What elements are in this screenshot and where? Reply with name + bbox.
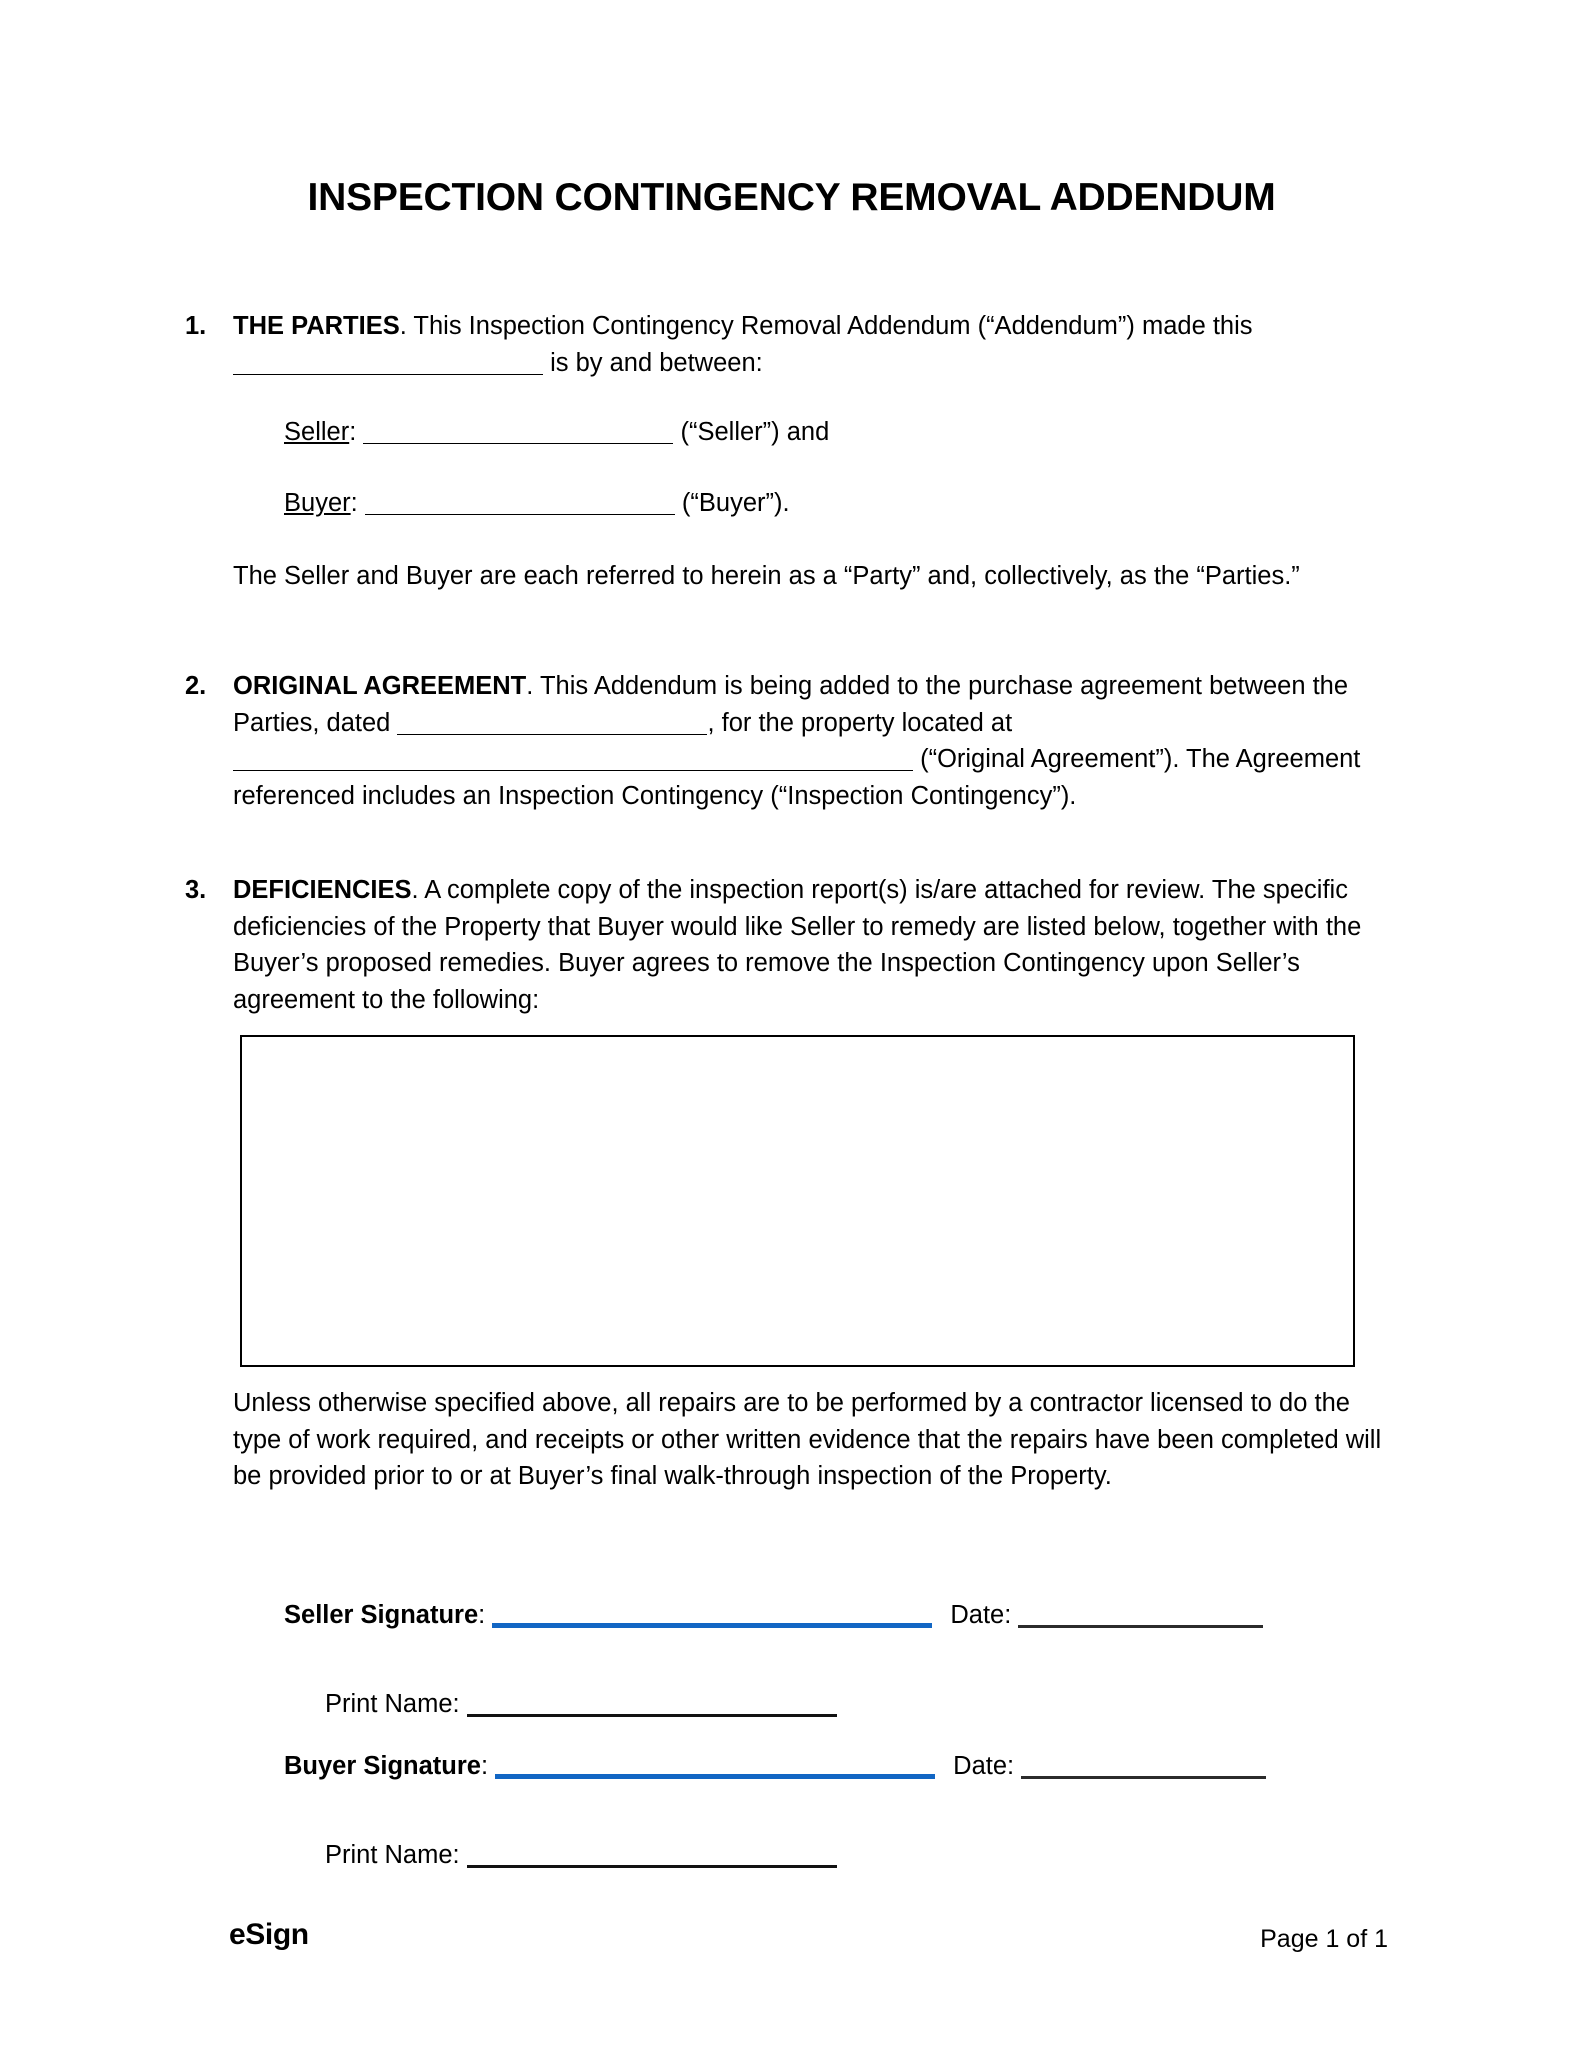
seller-label: Seller: [284, 418, 350, 446]
buyer-signature-label: Buyer Signature: [284, 1752, 481, 1780]
clause-deficiencies: [185, 872, 1370, 1018]
footer-brand-logo: eSign: [229, 1918, 309, 1951]
buyer-print-name-row: [325, 1838, 837, 1872]
seller-signature-field[interactable]: [492, 1623, 932, 1628]
clause-2-text-part2: , for the property located at: [707, 708, 1013, 737]
clause-2-number: 2.: [185, 672, 207, 700]
buyer-name-field[interactable]: [365, 514, 675, 515]
clause-1-number: 1.: [185, 312, 207, 340]
property-address-field[interactable]: [233, 770, 913, 771]
footer-page-indicator: Page 1 of 1: [1260, 1925, 1388, 1953]
clause-original-agreement: [185, 668, 1365, 814]
seller-print-name-label: Print Name:: [325, 1690, 460, 1718]
agreement-date-field[interactable]: [397, 734, 707, 735]
clause-3-body: [233, 872, 1370, 1018]
seller-print-name-field[interactable]: [467, 1714, 837, 1717]
buyer-date-field[interactable]: [1021, 1776, 1266, 1779]
clause-the-parties: [185, 308, 1350, 381]
clause-1-heading: THE PARTIES: [233, 312, 400, 340]
parties-recital-paragraph: The Seller and Buyer are each referred to herein as a “Party” and, collectively, as the “Parties.”: [233, 562, 1300, 590]
seller-signature-label: Seller Signature: [284, 1601, 479, 1629]
buyer-print-name-label: Print Name:: [325, 1841, 460, 1869]
clause-2-text-part3: (“Original Agreement”). The Agreement referenced includes an Inspection Contingency (“Inspection Contingency”).: [233, 745, 1361, 810]
deficiencies-textbox[interactable]: [240, 1035, 1355, 1367]
buyer-signature-row: [284, 1749, 1266, 1783]
buyer-label: Buyer: [284, 489, 351, 517]
addendum-date-field[interactable]: [233, 374, 543, 375]
clause-3-text: . A complete copy of the inspection report(s) is/are attached for review. The specific deficiencies of the Property that Buyer would like Seller to remedy are listed below, together with the Buyer’s proposed remedies. Buyer agrees to remove the Inspection Contingency upon Seller’s agreement to the following:: [233, 876, 1362, 1014]
seller-signature-colon: :: [478, 1601, 486, 1629]
buyer-signature-colon: :: [480, 1752, 489, 1780]
clause-1-text-after-blank: is by and between:: [543, 348, 763, 377]
repairs-paragraph: Unless otherwise specified above, all repairs are to be performed by a contractor licensed to do the type of work required, and receipts or other written evidence that the repairs have been completed will be provided prior to or at Buyer’s final walk-through inspection of the Property.: [233, 1389, 1382, 1490]
buyer-signature-field[interactable]: [495, 1774, 935, 1779]
clause-1-text-before-blank: . This Inspection Contingency Removal Addendum (“Addendum”) made this: [399, 312, 1253, 340]
seller-suffix-text: (“Seller”) and: [680, 418, 830, 446]
seller-date-label: Date:: [950, 1601, 1012, 1629]
seller-signature-row: [284, 1598, 1263, 1632]
seller-colon: :: [349, 418, 357, 446]
buyer-colon: :: [350, 489, 358, 517]
clause-3-number: 3.: [185, 876, 207, 904]
buyer-party-line: [284, 485, 790, 521]
seller-print-name-row: [325, 1687, 837, 1721]
buyer-date-label: Date:: [953, 1752, 1015, 1780]
seller-date-field[interactable]: [1018, 1625, 1263, 1628]
page-title: INSPECTION CONTINGENCY REMOVAL ADDENDUM: [307, 176, 1276, 219]
clause-3-heading: DEFICIENCIES: [233, 876, 412, 904]
buyer-print-name-field[interactable]: [467, 1865, 837, 1868]
seller-name-field[interactable]: [363, 443, 673, 444]
clause-2-text-part1: . This Addendum is being added to the purchase agreement between the Parties, dated: [233, 672, 1349, 737]
buyer-suffix-text: (“Buyer”).: [681, 489, 790, 517]
clause-2-heading: ORIGINAL AGREEMENT: [233, 672, 527, 700]
clause-2-body: [233, 668, 1365, 814]
clause-1-body: [233, 308, 1350, 381]
seller-party-line: [284, 414, 829, 450]
